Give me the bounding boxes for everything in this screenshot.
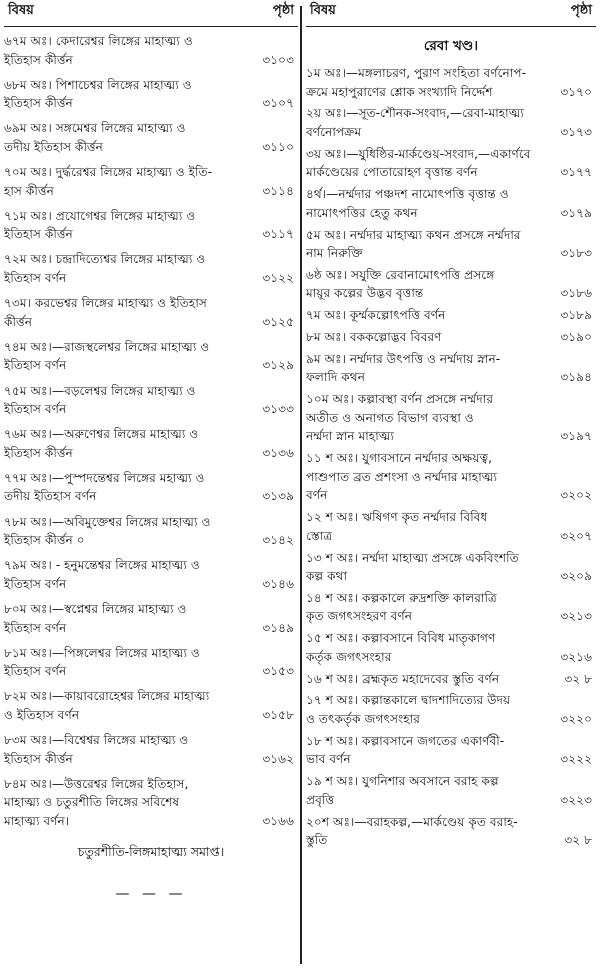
entry-text-line: ও ইতিহাস বর্ণন xyxy=(4,707,80,722)
entry-page-number: ৩১০৩ xyxy=(262,52,294,67)
header-rule xyxy=(4,26,298,27)
entry-page-number: ৩১০৭ xyxy=(262,96,294,111)
entry-text-line: মাহাত্ম্য বর্ণন। xyxy=(4,813,70,828)
subject-heading: বিষয় xyxy=(8,3,34,18)
entry-page-number: ৩১৮৩ xyxy=(560,246,592,261)
toc-entry xyxy=(4,687,298,724)
toc-entry xyxy=(306,185,596,222)
left-column xyxy=(4,0,298,902)
entry-text-line: ৪র্থ।—নর্ম্মদার পঞ্চদশ নামোৎপত্তি বৃত্তান্ত ও xyxy=(306,187,509,202)
entry-page-number: ৩২০৭ xyxy=(560,528,592,543)
entry-page-number: ৩১৮৯ xyxy=(560,308,592,323)
toc-entry xyxy=(4,425,298,462)
toc-entry xyxy=(306,104,596,141)
entry-page-number: ৩১২২ xyxy=(262,271,294,286)
toc-entry xyxy=(4,556,298,593)
entry-text-line: ১৭ শ অঃ। কল্পান্তকালে দ্বাদশাদিত্যের উদয় xyxy=(306,693,511,708)
toc-entry xyxy=(306,390,596,446)
entry-text-line: ও তৎকর্তৃক জগৎসংহার xyxy=(306,712,420,726)
entry-text-line: ইতিহাস বর্ণন xyxy=(4,358,67,373)
entry-text-line: ৮৪ম অঃ।—উত্তরেশ্বর লিঙ্গের ইতিহাস, xyxy=(4,776,189,791)
toc-entry xyxy=(306,629,596,666)
entry-text-line: ৭৬ম অঃ।—অরুণেশ্বর লিঙ্গের মাহাত্ম্য ও xyxy=(4,427,199,442)
entry-text-line: ভাব বর্ণন xyxy=(306,752,351,767)
toc-entry xyxy=(306,732,596,769)
entry-text-line: ১৯ শ অঃ। যুগনিশার অবসানে বরাহ কল্প xyxy=(306,774,499,789)
toc-entry xyxy=(306,691,596,728)
entry-text-line: ১৮ শ অঃ। কল্পাবসানে জগতের একার্ণবী- xyxy=(306,733,505,748)
entry-text-line: ৭৭ম অঃ।—পুস্পদন্তেশ্বর লিঙ্গের মহাত্ম্য ও xyxy=(4,470,205,485)
entry-page-number: ৩১৩৩ xyxy=(262,402,294,417)
entry-page-number: ৩২১৬ xyxy=(560,649,592,664)
entry-page-number: ৩২২২ xyxy=(560,752,592,767)
entry-text-line: ইতিহাস বর্ণন xyxy=(4,620,67,635)
toc-entry xyxy=(306,306,596,325)
page-heading: পৃষ্ঠা xyxy=(272,3,294,18)
entry-page-number: ৩১৯০ xyxy=(560,330,592,345)
entry-text-line: ৮১ম অঃ।—পিঙ্গলেশ্বর লিঙ্গের মাহাত্ম্য ও xyxy=(4,645,200,660)
entry-text-line: ৭২ম অঃ। চন্দ্রাদিত্যেশ্বর লিঙ্গের মাহাত্ম্য ও xyxy=(4,252,206,267)
entry-text-line: ইতিহাস কীর্ত্তন xyxy=(4,227,73,242)
toc-entry xyxy=(306,328,596,347)
column-divider xyxy=(300,6,302,964)
entry-text-line: ৮০ম অঃ।—স্বপ্নেশ্বর লিঙ্গের মাহাত্ম্য ও xyxy=(4,601,187,616)
toc-entry xyxy=(306,813,596,850)
entry-page-number: ৩১৭৭ xyxy=(560,165,592,180)
entry-page-number: ৩১৩৯ xyxy=(262,489,294,504)
entry-text-line: ইতিহাস বর্ণন xyxy=(4,664,67,679)
toc-entry xyxy=(306,670,596,689)
toc-entry xyxy=(306,508,596,545)
left-entries-list xyxy=(4,32,298,830)
entry-text-line: নর্ম্মদা স্নান মাহাত্ম্য xyxy=(306,429,395,444)
entry-text-line: ৮২ম অঃ।—কায়াবরোহেশ্বর লিঙ্গের মাহাত্ম্য xyxy=(4,689,210,704)
entry-text-line: ৭৫ম অঃ।—বড়লেশ্বর লিঙ্গের মাহাত্ম্য ও xyxy=(4,383,196,398)
entry-text-line: মাহাত্ম্য ও চতুরশীতি লিঙ্গের সবিশেষ xyxy=(4,795,180,810)
toc-entry xyxy=(4,207,298,244)
entry-text-line: ৮৩ম অঃ।—বিশ্বেশ্বর লিঙ্গের মাহাত্ম্য ও xyxy=(4,733,189,747)
entry-text-line: ৭৯ম অঃ। - হনুমন্তেশ্বর লিঙ্গের মাহাত্ম্য ও xyxy=(4,558,200,573)
entry-text-line: নামোৎপত্তির হেতু কথন xyxy=(306,205,418,220)
entry-text-line: কল্প কথা xyxy=(306,569,348,584)
entry-text-line: ইতিহাস কীর্ত্তন xyxy=(4,751,73,766)
toc-entry xyxy=(306,772,596,809)
entry-text-line: অতীত ও অনাগত বিভাগ ব্যবস্থা ও xyxy=(306,410,474,425)
entry-page-number: ৩১৪২ xyxy=(262,533,294,548)
entry-text-line: মার্কণ্ডেয়ের পোতারোহণ বৃত্তান্ত বর্ণন xyxy=(306,165,478,180)
toc-entry xyxy=(306,145,596,182)
section-end-note: চতুরশীতি-লিঙ্গমাহাত্ম্য সমাপ্ত। xyxy=(77,844,225,860)
entry-text-line: ১১ শ অঃ। যুগাবসানে নর্ম্মদার অক্ষয়ত্ব, xyxy=(306,451,493,466)
entry-text-line: ৮ম অঃ। বককল্পোদ্ভব বিবরণ xyxy=(306,330,442,345)
entry-text-line: ১৬ শ অঃ। ব্রহ্মকৃত মহাদেবের স্তুতি বর্ণন xyxy=(306,671,500,686)
entry-page-number: ৩১১০ xyxy=(262,139,294,154)
entry-text-line: ১৫ শ অঃ। কল্পাবসানে বিবিধ মাতৃকাগণ xyxy=(306,631,496,646)
entry-page-number: ৩২ ৮ xyxy=(564,833,592,848)
entry-text-line: তদীয় ইতিহাস কীর্ত্তন xyxy=(4,139,103,154)
section-title: রেবা খণ্ড। xyxy=(423,38,479,54)
entry-text-line: ৭৮ম অঃ।—অবিমুক্তেশ্বর লিঙ্গের মাহাত্ম্য ও xyxy=(4,514,211,529)
entry-text-line: কৃত জগৎসংহরণ বর্ণন xyxy=(306,609,413,624)
entry-text-line: ৭৪ম অঃ।—রাজস্থলেশ্বর লিঙ্গের মাহাত্ম্য ও xyxy=(4,339,210,354)
entry-text-line: ৬৯ম অঃ। সঙ্গমেশ্বর লিঙ্গের মাহাত্ম্য ও xyxy=(4,121,186,136)
entry-page-number: ৩২২০ xyxy=(560,712,592,726)
entry-text-line: প্রবৃত্তি xyxy=(306,792,335,807)
entry-text-line: ১২ শ অঃ। ঋষিগণ কৃত নর্ম্মদার বিবিধ xyxy=(306,510,488,525)
entry-text-line: ৬৮ম অঃ। পিশাচেশ্বর লিঙ্গের মাহাত্ম্য ও xyxy=(4,77,192,92)
page-heading: পৃষ্ঠা xyxy=(570,3,592,18)
toc-entry xyxy=(4,382,298,419)
toc-entry xyxy=(306,589,596,626)
entry-page-number: ৩১৬৬ xyxy=(262,813,294,828)
entry-page-number: ৩১২৯ xyxy=(262,358,294,373)
entry-text-line: ৫ম অঃ। নর্ম্মদার মাহাত্ম্য কথন প্রসঙ্গে নর্ম্মদার xyxy=(306,227,521,242)
toc-entry xyxy=(4,250,298,287)
entry-text-line: ইতিহাস বর্ণন xyxy=(4,271,67,286)
entry-text-line: ১০ম অঃ। কল্পাবস্থা বর্ণন প্রসঙ্গে নর্ম্মদার xyxy=(306,392,494,407)
entry-text-line: ৯ম অঃ। নর্ম্মদার উৎপত্তি ও নর্ম্মদায় স্নান- xyxy=(306,351,501,366)
left-column-header xyxy=(4,0,298,22)
entry-text-line: ২য় অঃ।—সূত-শৌনক-সংবাদ,—রেবা-মাহাত্ম্য xyxy=(306,106,524,121)
entry-text-line: ১৪ শ অঃ। কল্পকালে রুদ্রশক্তি কালরাত্রি xyxy=(306,590,497,605)
entry-text-line: ৬৭ম অঃ। কেদারেশ্বর লিঙ্গের মাহাত্ম্য ও xyxy=(4,34,193,48)
entry-page-number: ৩১৯৪ xyxy=(560,370,592,385)
toc-entry xyxy=(306,549,596,586)
entry-page-number: ৩২০২ xyxy=(560,488,592,503)
entry-text-line: কর্তৃক জগৎসংহার xyxy=(306,649,392,664)
entry-text-line: স্তুতি xyxy=(306,833,328,848)
entry-page-number: ৩১৮৬ xyxy=(560,286,592,301)
toc-entry xyxy=(4,119,298,156)
entry-text-line: ৬ষ্ঠ অঃ। সযুক্তি রেবানামোৎপত্তি প্রসঙ্গে xyxy=(306,267,495,282)
toc-entry xyxy=(306,266,596,303)
toc-entry xyxy=(4,600,298,637)
entry-text-line: নাম নিরুক্তি xyxy=(306,246,363,261)
toc-entry xyxy=(4,775,298,831)
toc-entry xyxy=(4,469,298,506)
entry-text-line: ১ম অঃ।—মঙ্গলাচরণ, পুরাণ সংহিতা বর্ণনোপ- xyxy=(306,66,527,80)
entry-page-number: ৩১৯৭ xyxy=(560,429,592,444)
toc-entry xyxy=(306,350,596,387)
entry-text-line: ইতিহাস কীর্ত্তন ০ xyxy=(4,533,85,548)
right-column xyxy=(306,0,596,853)
entry-page-number: ৩২২৩ xyxy=(560,792,592,807)
entry-page-number: ৩১৭০ xyxy=(560,84,592,99)
entry-page-number: ৩১৫৮ xyxy=(262,707,294,722)
entry-text-line: ইতিহাস কীর্ত্তন xyxy=(4,445,73,460)
entry-text-line: বর্ণনোপক্রম xyxy=(306,124,362,139)
right-column-header xyxy=(306,0,596,22)
entry-text-line: ইতিহাস কীর্ত্তন xyxy=(4,96,73,111)
toc-entry xyxy=(4,513,298,550)
entry-text-line: মায়ূর কল্পের উদ্ভব বৃত্তান্ত xyxy=(306,286,424,301)
entry-page-number: ৩১১৪ xyxy=(262,183,294,198)
entry-text-line: কীর্ত্তন xyxy=(4,314,33,329)
entry-text-line: ১৩ শ অঃ। নর্ম্মদা মাহাত্ম্য প্রসঙ্গে একবিংশতি xyxy=(306,550,519,565)
entry-page-number: ৩১১৭ xyxy=(262,227,294,242)
entry-page-number: ৩১৭৯ xyxy=(560,205,592,220)
entry-page-number: ৩১৭৩ xyxy=(560,124,592,139)
entry-page-number: ৩১২৫ xyxy=(262,314,294,329)
header-rule xyxy=(306,26,596,27)
entry-text-line: ৭০ম অঃ। দুর্দ্ধরেশ্বর লিঙ্গের মাহাত্ম্য ও ইতি- xyxy=(4,165,212,180)
toc-entry xyxy=(4,644,298,681)
toc-entry xyxy=(4,163,298,200)
entry-text-line: ফলাদি কথন xyxy=(306,370,365,385)
toc-entry xyxy=(4,338,298,375)
entry-text-line: স্তোত্র xyxy=(306,528,333,543)
entry-text-line: ৭১ম অঃ। প্রযোগেশ্বর লিঙ্গের মাহাত্ম্য ও xyxy=(4,208,196,223)
entry-text-line: তদীয় ইতিহাস বর্ণন xyxy=(4,489,97,504)
toc-entry xyxy=(306,449,596,505)
entry-page-number: ৩২১৩ xyxy=(560,609,592,624)
entry-text-line: বর্ণন xyxy=(306,488,328,503)
entry-page-number: ৩১৪৬ xyxy=(262,576,294,591)
right-entries-list xyxy=(306,64,596,850)
toc-entry xyxy=(4,32,298,69)
entry-text-line: ৭৩ম। করভেশ্বর লিঙ্গের মাহাত্ম্য ও ইতিহাস xyxy=(4,296,207,311)
toc-entry xyxy=(306,226,596,263)
entry-page-number: ৩১৬২ xyxy=(262,751,294,766)
end-dashes: — — — xyxy=(115,886,187,903)
entry-page-number: ৩২০৯ xyxy=(560,569,592,584)
entry-page-number: ৩১৪৯ xyxy=(262,620,294,635)
entry-page-number: ৩২ ৮ xyxy=(564,671,592,686)
entry-text-line: ক্রমে মহাপুরাণের শ্লোক সংখ্যাদি নির্দ্দেশ xyxy=(306,84,493,99)
entry-text-line: ইতিহাস কীর্ত্তন xyxy=(4,52,73,67)
toc-entry xyxy=(4,731,298,768)
subject-heading: বিষয় xyxy=(310,3,336,18)
toc-entry xyxy=(4,76,298,113)
toc-entry xyxy=(4,294,298,331)
entry-page-number: ৩১৫৩ xyxy=(262,664,294,679)
entry-text-line: ৩য় অঃ।—যুধিষ্ঠির-মার্কণ্ডেয়-সংবাদ,—একার্ণবে xyxy=(306,146,531,161)
entry-text-line: ইতিহাস বর্ণন xyxy=(4,576,67,591)
entry-text-line: ইতিহাস বর্ণন xyxy=(4,402,67,417)
entry-text-line: ৭ম অঃ। কূর্ম্মকল্পোৎপত্তি বর্ণন xyxy=(306,308,446,323)
toc-entry xyxy=(306,64,596,101)
entry-text-line: ২০শ অঃ।—বরাহকল্প,—মার্কণ্ডেয় কৃত বরাহ- xyxy=(306,814,518,829)
entry-text-line: হাস কীর্ত্তন xyxy=(4,183,54,198)
entry-page-number: ৩১৩৬ xyxy=(262,445,294,460)
entry-text-line: পাশুপাত ব্রত প্রশংসা ও নর্ম্মদার মাহাত্ম্য xyxy=(306,469,498,484)
